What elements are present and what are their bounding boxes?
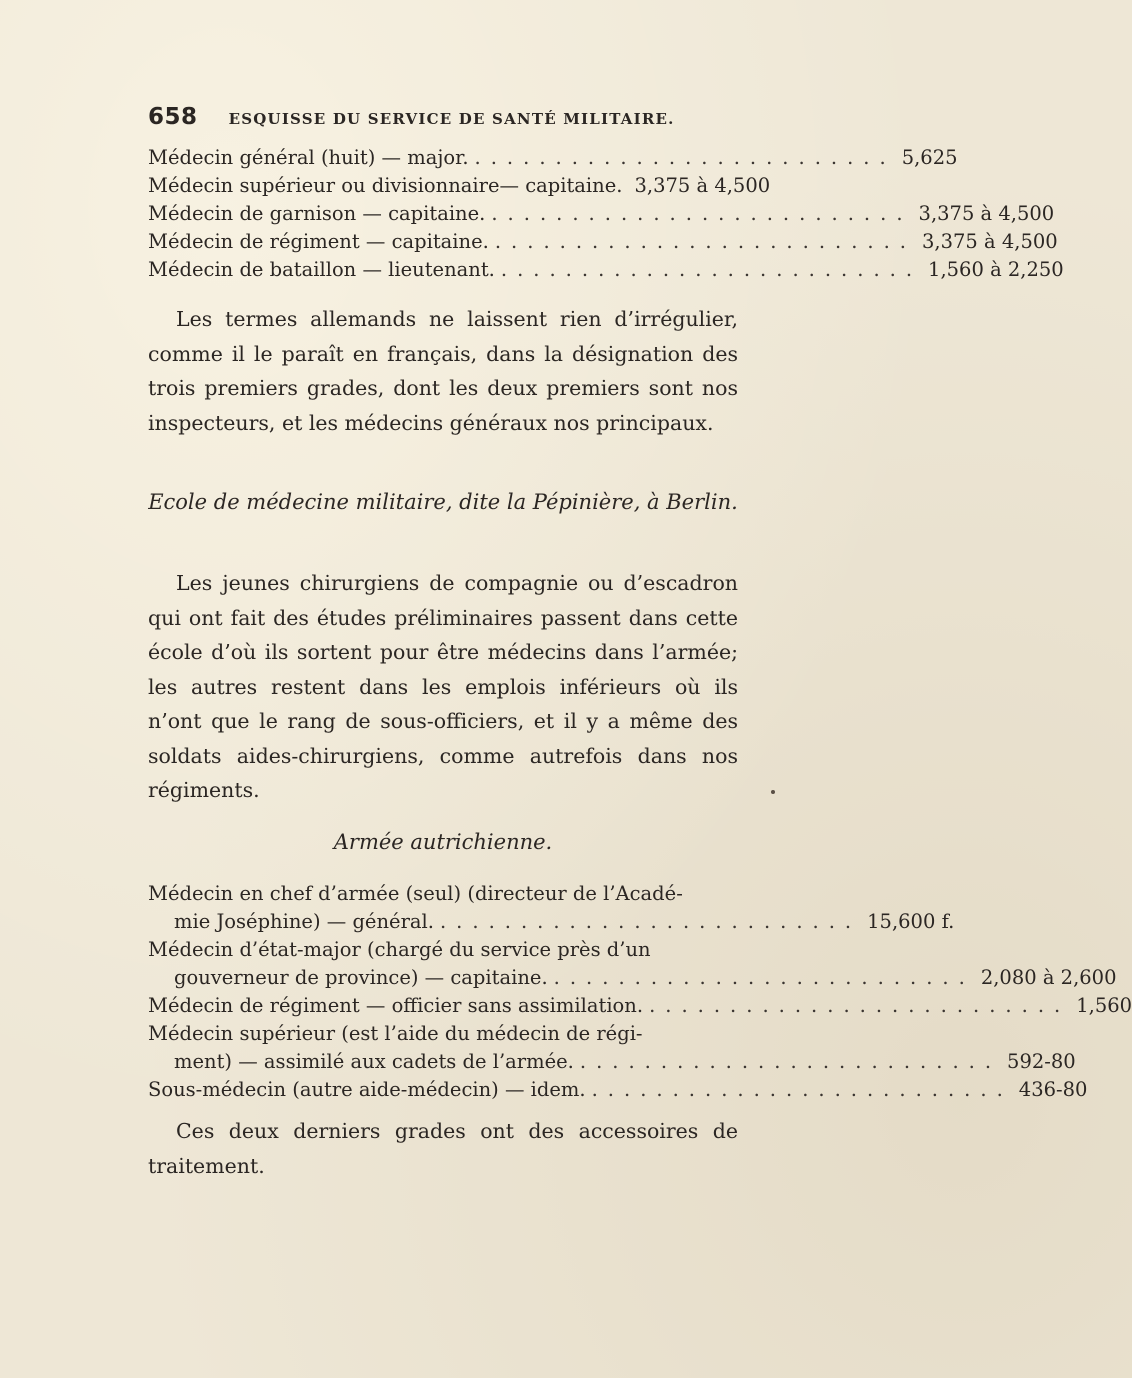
section-title-austrian-army: Armée autrichienne. xyxy=(333,830,553,854)
leader-dots: .......................... xyxy=(579,1050,1002,1073)
salary-row: Médecin de régiment — capitaine. .......................... 3,375 à 4,500 xyxy=(148,228,738,256)
salary-row-line: Médecin en chef d’armée (seul) (directeur de l’Acadé- xyxy=(148,882,683,905)
leader-dots: .......................... xyxy=(591,1078,1013,1101)
page-number: 658 xyxy=(148,104,198,130)
paper-speck xyxy=(771,790,775,794)
leader-dots: .......................... xyxy=(439,910,862,933)
leader-dots: .......................... xyxy=(553,966,975,989)
salary-row: Médecin de régiment — officier sans assimilation. .......................... 1,560 xyxy=(148,992,738,1020)
salary-row: Médecin de garnison — capitaine. .......................... 3,375 à 4,500 xyxy=(148,200,738,228)
salary-row: Médecin supérieur ou divisionnaire— capitaine. 3,375 à 4,500 xyxy=(148,174,771,197)
leader-dots: .......................... xyxy=(491,202,913,225)
leader-dots: .......................... xyxy=(494,230,917,253)
section-title-pepiniere: Ecole de médecine militaire, dite la Pépinière, à Berlin. xyxy=(148,490,738,514)
salary-row: Médecin de bataillon — lieutenant. .......................... 1,560 à 2,250 xyxy=(148,256,738,284)
salary-row: Médecin général (huit) — major. .......................... 5,625 xyxy=(148,144,738,172)
leader-dots: .......................... xyxy=(474,146,896,169)
salary-row-line: Médecin supérieur (est l’aide du médecin de régi- xyxy=(148,1022,643,1045)
salary-row: mie Joséphine) — général. .......................... 15,600 f. xyxy=(174,908,756,936)
salary-row: ment) — assimilé aux cadets de l’armée. .......................... 592-80 xyxy=(174,1048,738,1076)
salary-row: Sous-médecin (autre aide-médecin) — idem. .......................... 436-80 xyxy=(148,1076,738,1104)
running-title: ESQUISSE DU SERVICE DE SANTÉ MILITAIRE. xyxy=(228,110,675,128)
paragraph-german-terms: Les termes allemands ne laissent rien d’irrégulier, comme il le paraît en français, dans la désignation des trois premiers grades, dont les deux premiers sont nos inspecteurs, et les médecins généraux nos principaux. xyxy=(148,307,738,435)
paragraph-accessoires: Ces deux derniers grades ont des accessoires de traitement. xyxy=(148,1119,738,1178)
leader-dots: .......................... xyxy=(500,258,923,281)
salary-row: gouverneur de province) — capitaine. .......................... 2,080 à 2,600 xyxy=(174,964,738,992)
paragraph-pepiniere: Les jeunes chirurgiens de compagnie ou d’escadron qui ont fait des études préliminaires passent dans cette école d’où ils sortent pour être médecins dans l’armée; les autres restent dans les emplois inférieurs où ils n’ont que le rang de sous-officiers, et il y a même des soldats aides-chirurgiens, comme autrefois dans nos régiments. xyxy=(148,571,738,802)
leader-dots: .......................... xyxy=(649,994,1071,1017)
page-header xyxy=(148,104,748,134)
salary-row-line: Médecin d’état-major (chargé du service près d’un xyxy=(148,938,651,961)
